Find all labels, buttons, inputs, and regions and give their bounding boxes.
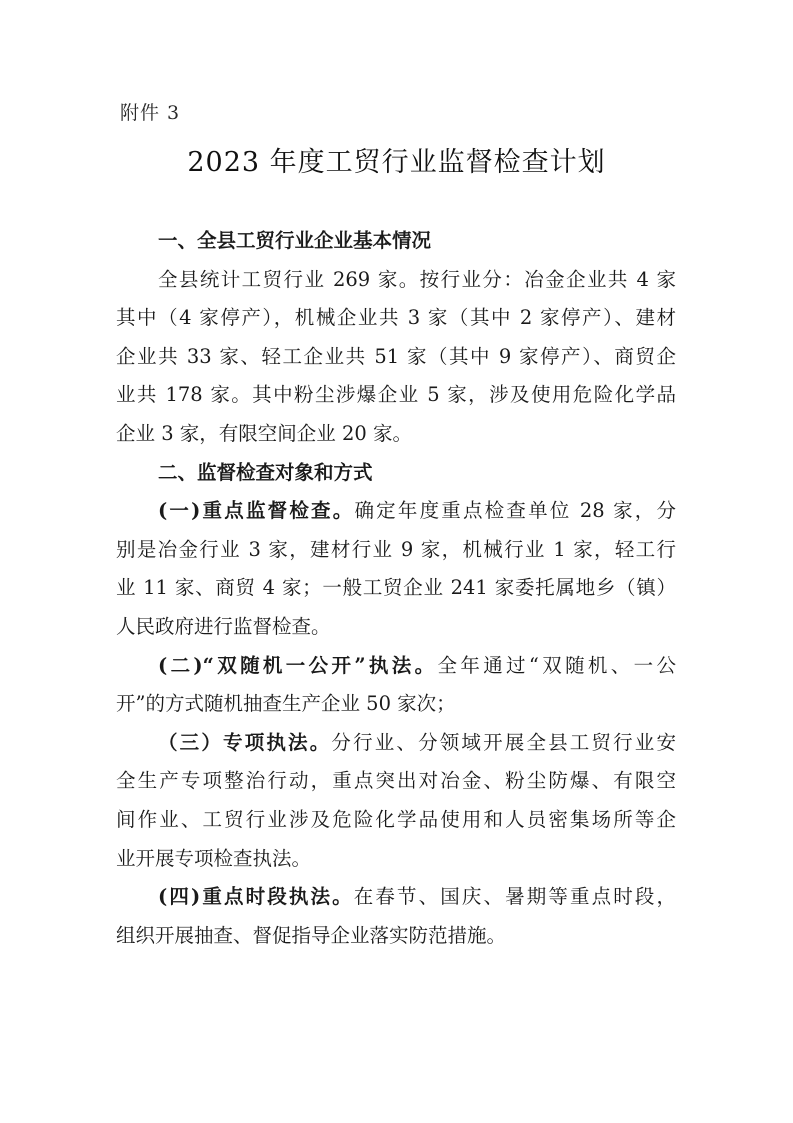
section-1-line: 企业 3 家，有限空间企业 20 家。 [116, 421, 413, 445]
item-2-line: 开”的方式随机抽查生产企业 50 家次； [116, 692, 456, 716]
item-3-line: 业开展专项检查执法。 [116, 846, 312, 870]
item-1-text: 确定年度重点检查单位 28 家，分 [354, 499, 676, 523]
attachment-label: 附件 3 [120, 102, 181, 124]
item-1-line: 人民政府进行监督检查。 [116, 614, 331, 638]
section-1-heading: 一、全县工贸行业企业基本情况 [158, 229, 432, 252]
item-4-line: 组织开展抽查、督促指导企业落实防范措施。 [116, 923, 507, 947]
document-body [116, 222, 676, 955]
section-2-heading: 二、监督检查对象和方式 [158, 460, 373, 484]
item-1-line: 业 11 家、商贸 4 家；一般工贸企业 241 家委托属地乡（镇） [116, 576, 676, 600]
item-3-text: 分行业、分领域开展全县工贸行业安 [331, 730, 676, 754]
item-4-first-line [116, 878, 676, 917]
item-2-first-line [116, 647, 676, 686]
item-4-text: 在春节、国庆、暑期等重点时段， [353, 885, 676, 909]
item-3-label: （三）专项执法。 [158, 730, 332, 754]
item-1-label: (一)重点监督检查。 [158, 499, 355, 523]
item-3-line: 全生产专项整治行动，重点突出对冶金、粉尘防爆、有限空 [116, 769, 676, 793]
section-1-line: 其中（4 家停产），机械企业共 3 家（其中 2 家停产）、建材 [116, 306, 676, 330]
section-1-line: 业共 178 家。其中粉尘涉爆企业 5 家，涉及使用危险化学品 [116, 383, 676, 407]
section-1-line: 企业共 33 家、轻工企业共 51 家（其中 9 家停产）、商贸企 [116, 344, 676, 368]
item-4-label: (四)重点时段执法。 [158, 885, 354, 909]
item-1-first-line [116, 492, 676, 531]
item-2-label: (二)“双随机一公开”执法。 [158, 653, 438, 677]
document-title: 2023 年度工贸行业监督检查计划 [187, 147, 606, 178]
item-3-line: 间作业、工贸行业涉及危险化学品使用和人员密集场所等企 [116, 807, 676, 831]
item-1-line: 别是冶金行业 3 家，建材行业 9 家，机械行业 1 家，轻工行 [116, 537, 676, 561]
item-2-text: 全年通过“双随机、一公 [437, 653, 676, 677]
item-3-first-line [116, 724, 676, 763]
section-1-line: 全县统计工贸行业 269 家。按行业分：冶金企业共 4 家 [158, 267, 676, 291]
